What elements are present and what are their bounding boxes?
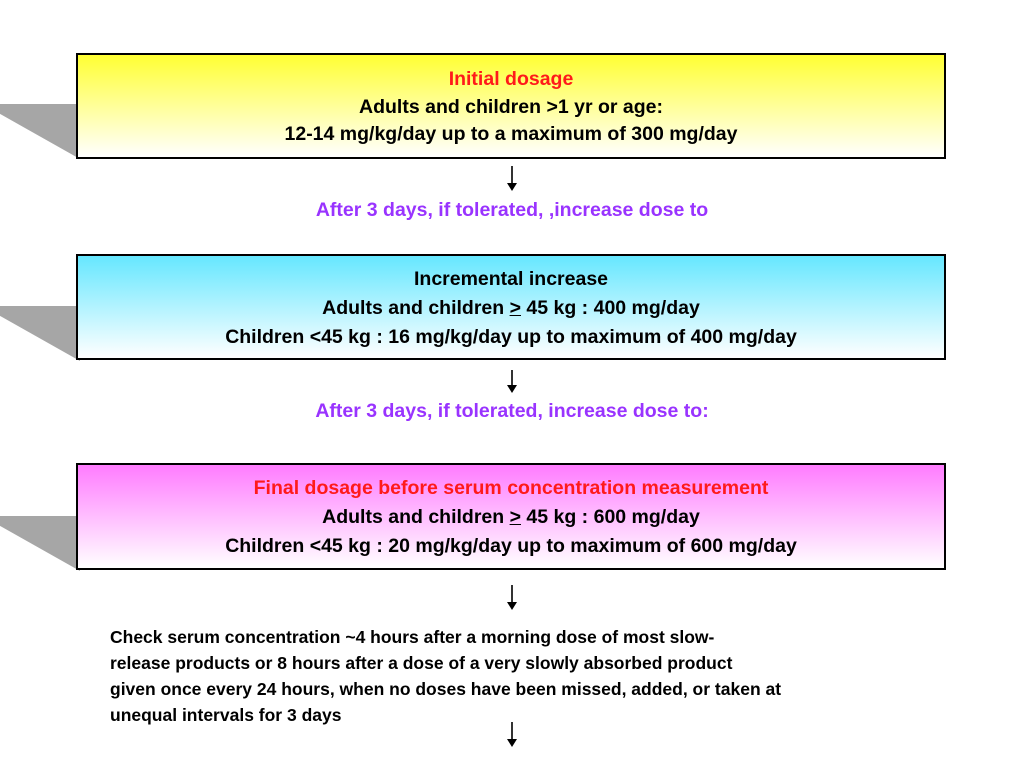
final-dosage-line-1: [78, 503, 944, 532]
initial-dosage-line-2: 12-14 mg/kg/day up to a maximum of 300 mg/day: [284, 123, 738, 145]
incremental-increase-heading: Incremental increase: [413, 268, 609, 290]
down-arrow-icon: [505, 585, 519, 611]
incremental-increase-box: [76, 254, 946, 360]
initial-dosage-box: [76, 53, 946, 159]
left-tab-3: [0, 516, 80, 571]
down-arrow-icon: [505, 368, 519, 394]
greater-equal-symbol: >: [509, 506, 521, 528]
line-text-pre: Adults and children: [322, 506, 510, 528]
left-tab-2: [0, 306, 80, 361]
down-arrow-icon: [505, 722, 519, 748]
note-line: given once every 24 hours, when no doses have been missed, added, or taken at: [110, 679, 782, 699]
note-line: unequal intervals for 3 days: [110, 705, 342, 725]
line-text-post: 45 kg : 400 mg/day: [520, 297, 700, 319]
incremental-increase-line-2: Children <45 kg : 16 mg/kg/day up to maximum of 400 mg/day: [225, 326, 797, 348]
initial-dosage-heading: Initial dosage: [448, 68, 574, 90]
transition-text-2: After 3 days, if tolerated, increase dose to:: [315, 400, 709, 422]
transition-text-1: After 3 days, if tolerated, ,increase dose to: [315, 199, 709, 221]
line-text-post: 45 kg : 600 mg/day: [520, 506, 700, 528]
final-dosage-line-2: Children <45 kg : 20 mg/kg/day up to maximum of 600 mg/day: [225, 535, 797, 557]
note-line: release products or 8 hours after a dose of a very slowly absorbed product: [110, 653, 733, 673]
note-line: Check serum concentration ~4 hours after a morning dose of most slow-: [110, 627, 715, 647]
serum-check-note: [110, 624, 1000, 728]
incremental-increase-line-1: [78, 294, 944, 323]
left-tab-1: [0, 104, 80, 159]
final-dosage-heading: Final dosage before serum concentration measurement: [253, 477, 769, 499]
down-arrow-icon: [505, 166, 519, 192]
final-dosage-box: [76, 463, 946, 570]
initial-dosage-line-1: Adults and children >1 yr or age:: [359, 96, 663, 118]
greater-equal-symbol: >: [509, 297, 521, 319]
line-text-pre: Adults and children: [322, 297, 510, 319]
